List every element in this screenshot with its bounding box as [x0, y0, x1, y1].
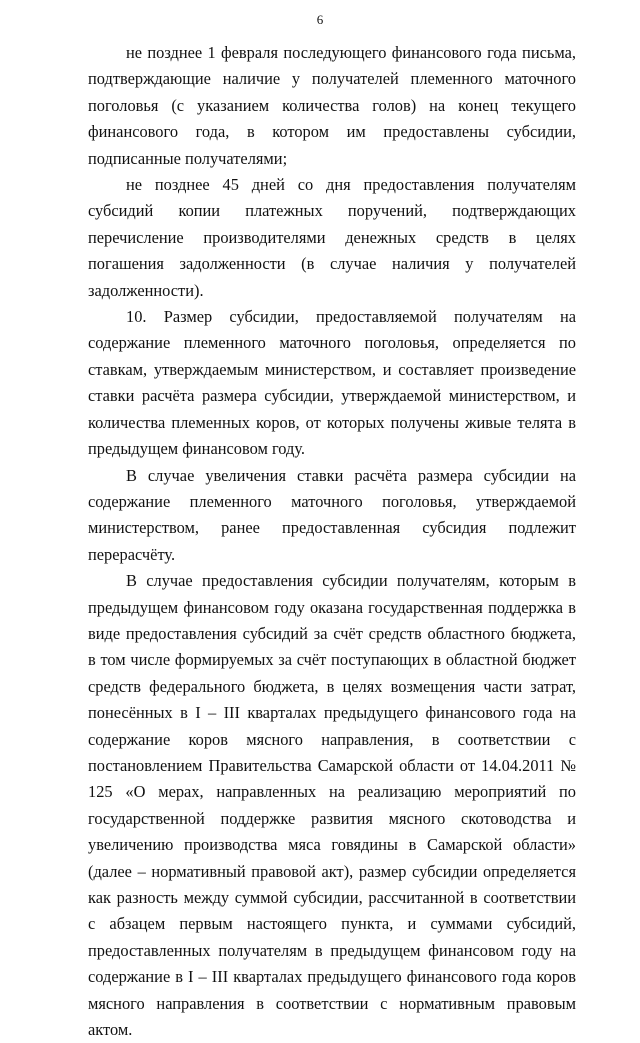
page-number: 6 [316, 12, 324, 27]
paragraph-prior-support: В случае предоставления субсидии получателям, которым в предыдущем финансовом году оказана государственная поддержка в виде предоставления субсидий за счёт средств областного бюджета, в том числе формируемых за счёт поступающих в областной бюджет средств федерального бюджета, в целях возмещения части затрат, понесённых в I – III кварталах предыдущего финансового года на содержание коров мясного направления, в соответствии с постановлением Правительства Самарской области от 14.04.2011 № 125 «О мерах, направленных на реализацию мероприятий по государственной поддержке развития мясного скотоводства и увеличению производства мяса говядины в Самарской области» (далее – нормативный правовой акт), размер субсидии определяется как разность между суммой субсидии, рассчитанной в соответствии с абзацем первым настоящего пункта, и суммами субсидий, предоставленных получателям в предыдущем финансовом году на содержание в I – III кварталах предыдущего финансового года коров мясного направления в соответствии с нормативным правовым актом. [88, 571, 576, 1040]
paragraph-payment-orders-deadline: не позднее 45 дней со дня предоставления получателям субсидий копии платежных поручений, подтверждающих перечисление производителями денежных средств в целях погашения задолженности (в случае наличия у получателей задолженности). [88, 175, 576, 300]
paragraph-subsidy-size: 10. Размер субсидии, предоставляемой получателям на содержание племенного маточного поголовья, определяется по ставкам, утверждаемым министерством, и составляет произведение ставки расчёта размера субсидии, утверждаемой министерством, и количества племенных коров, от которых получены живые телята в предыдущем финансовом году. [88, 307, 576, 459]
paragraph-letters-deadline: не позднее 1 февраля последующего финансового года письма, подтверждающие наличие у получателей племенного маточного поголовья (с указанием количества голов) на конец текущего финансового года, в котором им предоставлены субсидии, подписанные получателями; [88, 43, 576, 168]
document-body [88, 40, 576, 1043]
paragraph-rate-increase: В случае увеличения ставки расчёта размера субсидии на содержание племенного маточного поголовья, утверждаемой министерством, ранее предоставленная субсидия подлежит перерасчёту. [88, 465, 576, 564]
